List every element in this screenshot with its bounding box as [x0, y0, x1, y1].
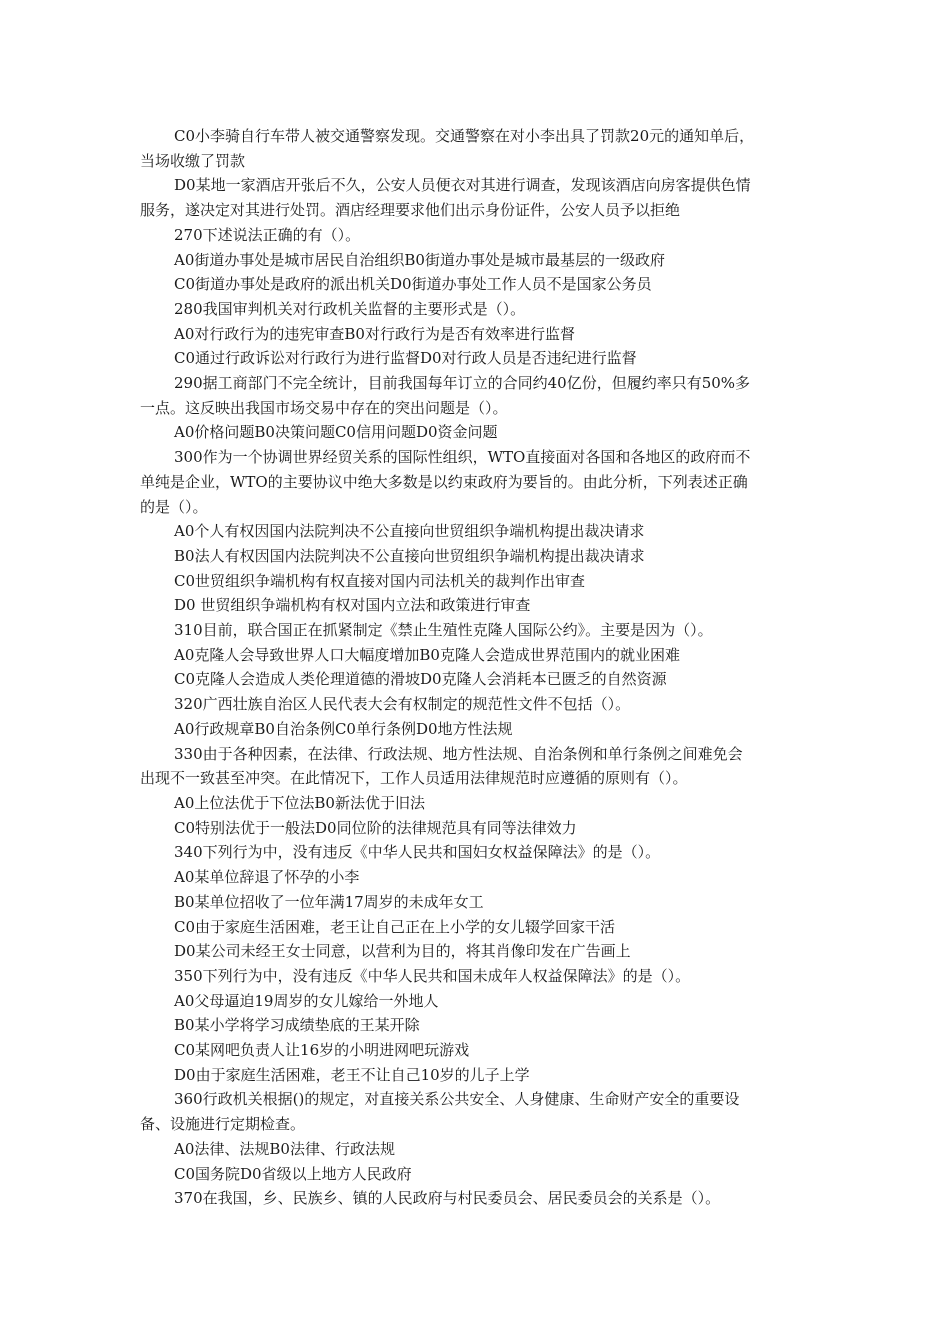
- text-line: 当场收缴了罚款: [140, 151, 246, 170]
- text-line: A0街道办事处是城市居民自治组织B0街道办事处是城市最基层的一级政府: [174, 250, 665, 269]
- document-body: [140, 124, 820, 1211]
- text-line: 310目前，联合国正在抓紧制定《禁止生殖性克隆人国际公约》。主要是因为（）。: [174, 621, 713, 640]
- text-line: C0特别法优于一般法D0同位阶的法律规范具有同等法律效力: [174, 818, 577, 837]
- text-line: 的是（）。: [140, 497, 208, 516]
- text-line: 一点。这反映出我国市场交易中存在的突出问题是（）。: [140, 398, 508, 417]
- text-line: A0上位法优于下位法B0新法优于旧法: [174, 793, 425, 812]
- text-line: C0某网吧负责人让16岁的小明进网吧玩游戏: [174, 1041, 470, 1060]
- text-line: C0国务院D0省级以上地方人民政府: [174, 1164, 412, 1183]
- text-line: 备、设施进行定期检查。: [140, 1115, 306, 1134]
- text-line: C0克隆人会造成人类伦理道德的滑坡D0克隆人会消耗本已匮乏的自然资源: [174, 670, 667, 689]
- text-line: D0某地一家酒店开张后不久，公安人员便衣对其进行调查，发现该酒店向房客提供色情: [174, 176, 751, 195]
- text-line: A0某单位辞退了怀孕的小李: [174, 868, 360, 887]
- text-line: C0通过行政诉讼对行政行为进行监督D0对行政人员是否违纪进行监督: [174, 349, 637, 368]
- text-line: 280我国审判机关对行政机关监督的主要形式是（）。: [174, 299, 526, 318]
- text-line: B0某小学将学习成绩垫底的王某开除: [174, 1016, 420, 1035]
- text-line: C0世贸组织争端机构有权直接对国内司法机关的裁判作出审查: [174, 571, 586, 590]
- text-line: A0行政规章B0自治条例C0单行条例D0地方性法规: [174, 719, 513, 738]
- text-line: 370在我国，乡、民族乡、镇的人民政府与村民委员会、居民委员会的关系是（）。: [174, 1189, 721, 1208]
- text-line: B0法人有权因国内法院判决不公直接向世贸组织争端机构提出裁决请求: [174, 546, 645, 565]
- text-line: 340下列行为中，没有违反《中华人民共和国妇女权益保障法》的是（）。: [174, 843, 661, 862]
- text-line: 330由于各种因素，在法律、行政法规、地方性法规、自治条例和单行条例之间难免会: [174, 744, 743, 763]
- text-line: 出现不一致甚至冲突。在此情况下，工作人员适用法律规范时应遵循的原则有（）。: [140, 769, 688, 788]
- text-line: C0小李骑自行车带人被交通警察发现。交通警察在对小李出具了罚款20元的通知单后，: [174, 127, 755, 145]
- text-line: 350下列行为中，没有违反《中华人民共和国未成年人权益保障法》的是（）。: [174, 966, 691, 985]
- text-line: 270下述说法正确的有（）。: [174, 225, 361, 244]
- text-line: A0克隆人会导致世界人口大幅度增加B0克隆人会造成世界范围内的就业困难: [174, 645, 680, 664]
- text-line: D0某公司未经王女士同意，以营利为目的，将其肖像印发在广告画上: [174, 942, 631, 961]
- text-line: A0价格问题B0决策问题C0信用问题D0资金问题: [174, 423, 498, 442]
- text-line: A0对行政行为的违宪审查B0对行政行为是否有效率进行监督: [174, 324, 575, 343]
- text-line: D0由于家庭生活困难，老王不让自己10岁的儿子上学: [174, 1065, 530, 1084]
- text-line: D0 世贸组织争端机构有权对国内立法和政策进行审查: [174, 596, 531, 615]
- text-line: 360行政机关根据()的规定，对直接关系公共安全、人身健康、生命财产安全的重要设: [174, 1090, 740, 1109]
- text-line: B0某单位招收了一位年满17周岁的未成年女工: [174, 892, 484, 911]
- text-line: 服务，遂决定对其进行处罚。酒店经理要求他们出示身份证件，公安人员予以拒绝: [140, 201, 681, 220]
- text-line: A0父母逼迫19周岁的女儿嫁给一外地人: [174, 991, 439, 1010]
- text-line: C0由于家庭生活困难，老王让自己正在上小学的女儿辍学回家干活: [174, 917, 616, 936]
- text-line: 300作为一个协调世界经贸关系的国际性组织，WTO直接面对各国和各地区的政府而不: [174, 448, 751, 467]
- text-line: 320广西壮族自治区人民代表大会有权制定的规范性文件不包括（）。: [174, 695, 631, 714]
- text-line: 单纯是企业，WTO的主要协议中绝大多数是以约束政府为要旨的。由此分析，下列表述正确: [140, 472, 748, 491]
- text-line: C0街道办事处是政府的派出机关D0街道办事处工作人员不是国家公务员: [174, 275, 652, 294]
- text-line: A0个人有权因国内法院判决不公直接向世贸组织争端机构提出裁决请求: [174, 522, 645, 541]
- text-line: 290据工商部门不完全统计，目前我国每年订立的合同约40亿份，但履约率只有50%多: [174, 374, 751, 393]
- text-line: A0法律、法规B0法律、行政法规: [174, 1139, 395, 1158]
